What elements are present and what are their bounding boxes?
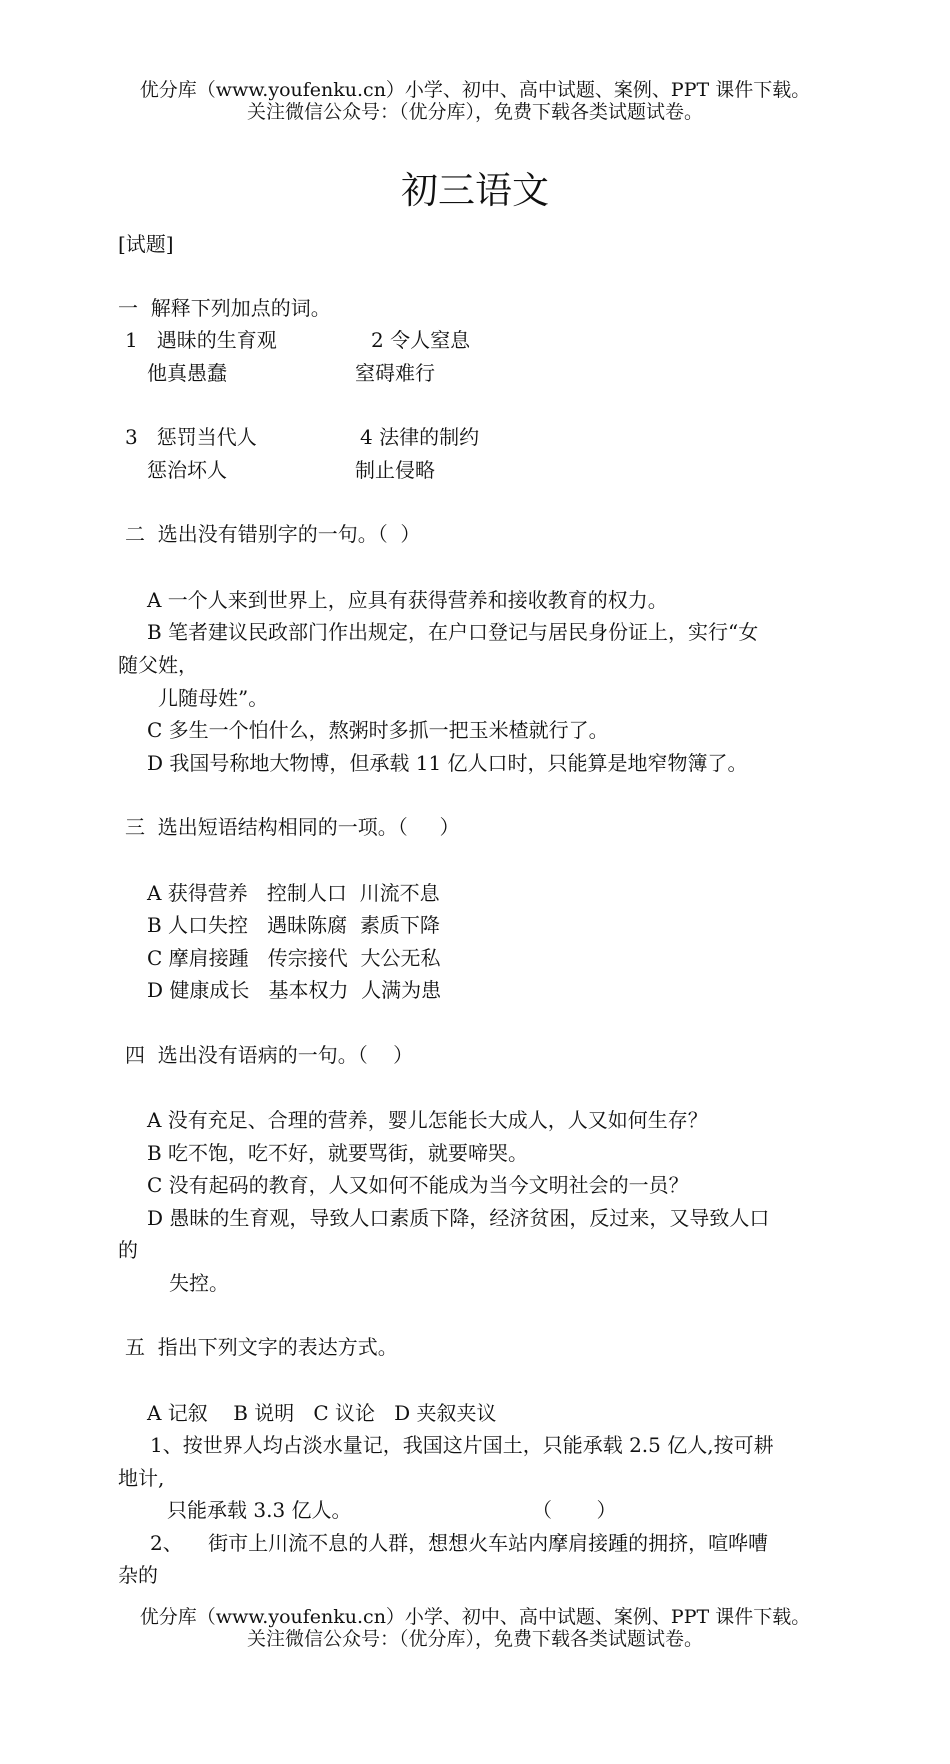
q5-item-2-cont: 杂的 (118, 1563, 158, 1587)
section-tag: [试题] (118, 232, 174, 256)
q4-option-d-cont2: 失控。 (169, 1271, 229, 1295)
q2-option-d: D 我国号称地大物博，但承载 11 亿人口时，只能算是地窄物簿了。 (147, 751, 748, 775)
q4-option-c: C 没有起码的教育，人又如何不能成为当今文明社会的一员？ (147, 1173, 689, 1197)
q3-option-c: C 摩肩接踵 传宗接代 大公无私 (147, 946, 441, 970)
q1-item-3b: 惩治坏人 (147, 458, 227, 482)
q1-item-3: 3 惩罚当代人 (125, 425, 257, 449)
q2-option-b-cont: 随父姓， (118, 653, 198, 677)
q2-option-b-cont2: 儿随母姓”。 (158, 686, 269, 710)
footer-line-1: 优分库（www.youfenku.cn）小学、初中、高中试题、案例、PPT 课件下载。 (139, 1606, 811, 1628)
q2-option-a: A 一个人来到世界上，应具有获得营养和接收教育的权力。 (147, 588, 668, 612)
q5-item-1: 1、按世界人均占淡水量记，我国这片国土，只能承载 2.5 亿人,按可耕 (150, 1433, 774, 1457)
q4-heading: 四 选出没有语病的一句。（ ） (125, 1043, 414, 1067)
page-title: 初三语文 (401, 169, 549, 212)
q5-item-1-blank: （ ） (532, 1498, 617, 1522)
q4-option-d: D 愚昧的生育观，导致人口素质下降，经济贫困，反过来，又导致人口 (147, 1206, 770, 1230)
q5-item-1-cont: 地计, (118, 1466, 165, 1490)
q4-option-b: B 吃不饱，吃不好，就要骂街，就要啼哭。 (147, 1141, 529, 1165)
q5-item-2: 2、 街市上川流不息的人群，想想火车站内摩肩接踵的拥挤，喧哗嘈 (150, 1531, 769, 1555)
q1-heading: 一 解释下列加点的词。 (118, 296, 331, 320)
header-line-2: 关注微信公众号：（优分库），免费下载各类试题试卷。 (246, 101, 703, 123)
q5-item-1-cont2: 只能承载 3.3 亿人。 (167, 1498, 352, 1522)
q5-options: A 记叙 B 说明 C 议论 D 夹叙夹议 (147, 1401, 497, 1425)
header-line-1: 优分库（www.youfenku.cn）小学、初中、高中试题、案例、PPT 课件下载。 (139, 79, 811, 101)
q1-item-4: 4 法律的制约 (360, 425, 480, 449)
q1-item-1: 1 遇昧的生育观 (125, 328, 277, 352)
q2-option-b: B 笔者建议民政部门作出规定，在户口登记与居民身份证上，实行“女 (147, 620, 759, 644)
q4-option-d-cont: 的 (118, 1238, 138, 1262)
q3-option-b: B 人口失控 遇昧陈腐 素质下降 (147, 913, 440, 937)
footer-line-2: 关注微信公众号：（优分库），免费下载各类试题试卷。 (246, 1628, 703, 1650)
q1-item-4b: 制止侵略 (355, 458, 435, 482)
q3-option-a: A 获得营养 控制人口 川流不息 (147, 881, 440, 905)
q1-item-1b: 他真愚蠢 (147, 361, 227, 385)
q3-heading: 三 选出短语结构相同的一项。（ ） (125, 815, 460, 839)
q1-item-2b: 窒碍难行 (355, 361, 435, 385)
q2-option-c: C 多生一个怕什么，熬粥时多抓一把玉米楂就行了。 (147, 718, 609, 742)
q1-item-2: 2 令人窒息 (371, 328, 471, 352)
q5-heading: 五 指出下列文字的表达方式。 (125, 1335, 398, 1359)
q4-option-a: A 没有充足、合理的营养，婴儿怎能长大成人，人又如何生存？ (147, 1108, 708, 1132)
q2-heading: 二 选出没有错别字的一句。（ ） (125, 522, 421, 546)
q3-option-d: D 健康成长 基本权力 人满为患 (147, 978, 442, 1002)
